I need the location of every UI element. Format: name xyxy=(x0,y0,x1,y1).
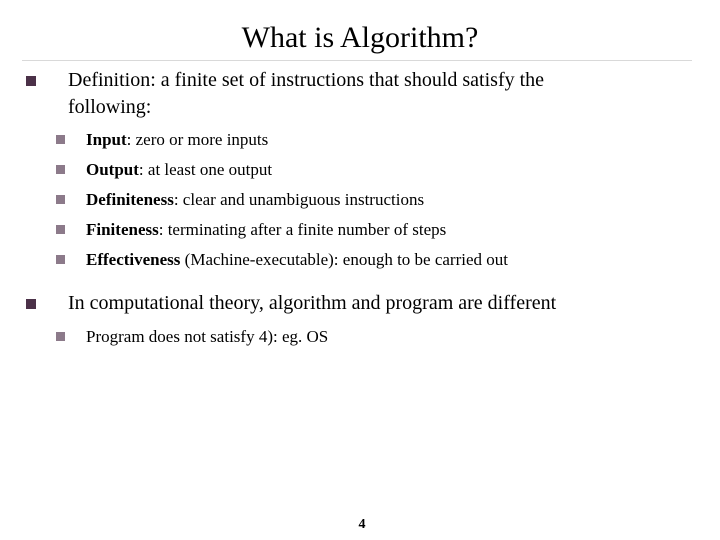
subitem-description: : zero or more inputs xyxy=(126,130,269,149)
subitem-effectiveness xyxy=(86,249,508,271)
subitem-term: Input xyxy=(86,130,127,149)
page-number: 4 xyxy=(358,517,366,532)
subitem-finiteness xyxy=(86,219,446,241)
bullet-square-icon xyxy=(56,332,65,341)
slide-title: What is Algorithm? xyxy=(241,21,479,54)
subitem-description: : terminating after a finite number of steps xyxy=(158,220,447,239)
subitem-input xyxy=(86,129,268,151)
bullet-square-icon xyxy=(26,76,36,86)
bullet-square-icon xyxy=(56,195,65,204)
bullet-square-icon xyxy=(26,299,36,309)
bullet-square-icon xyxy=(56,135,65,144)
bullet-square-icon xyxy=(56,255,65,264)
subitem-description: (Machine-executable): enough to be carried out xyxy=(180,250,508,269)
subitem-term: Finiteness xyxy=(86,220,159,239)
definition-text-line2: following: xyxy=(68,96,152,118)
subitem-output xyxy=(86,159,272,181)
subitem-description: : at least one output xyxy=(138,160,273,179)
definition-text-line1: Definition: a finite set of instructions that should satisfy the xyxy=(68,69,545,91)
subitem-term: Effectiveness xyxy=(86,250,181,269)
subitem-term: Output xyxy=(86,160,139,179)
subitem-term: Definiteness xyxy=(86,190,174,209)
bullet-square-icon xyxy=(56,165,65,174)
subitem-description: : clear and unambiguous instructions xyxy=(173,190,425,209)
computational-theory-text: In computational theory, algorithm and program are different xyxy=(68,292,557,314)
subitem-definiteness xyxy=(86,189,424,211)
subitem-program: Program does not satisfy 4): eg. OS xyxy=(86,327,329,346)
title-divider xyxy=(22,60,692,61)
bullet-square-icon xyxy=(56,225,65,234)
